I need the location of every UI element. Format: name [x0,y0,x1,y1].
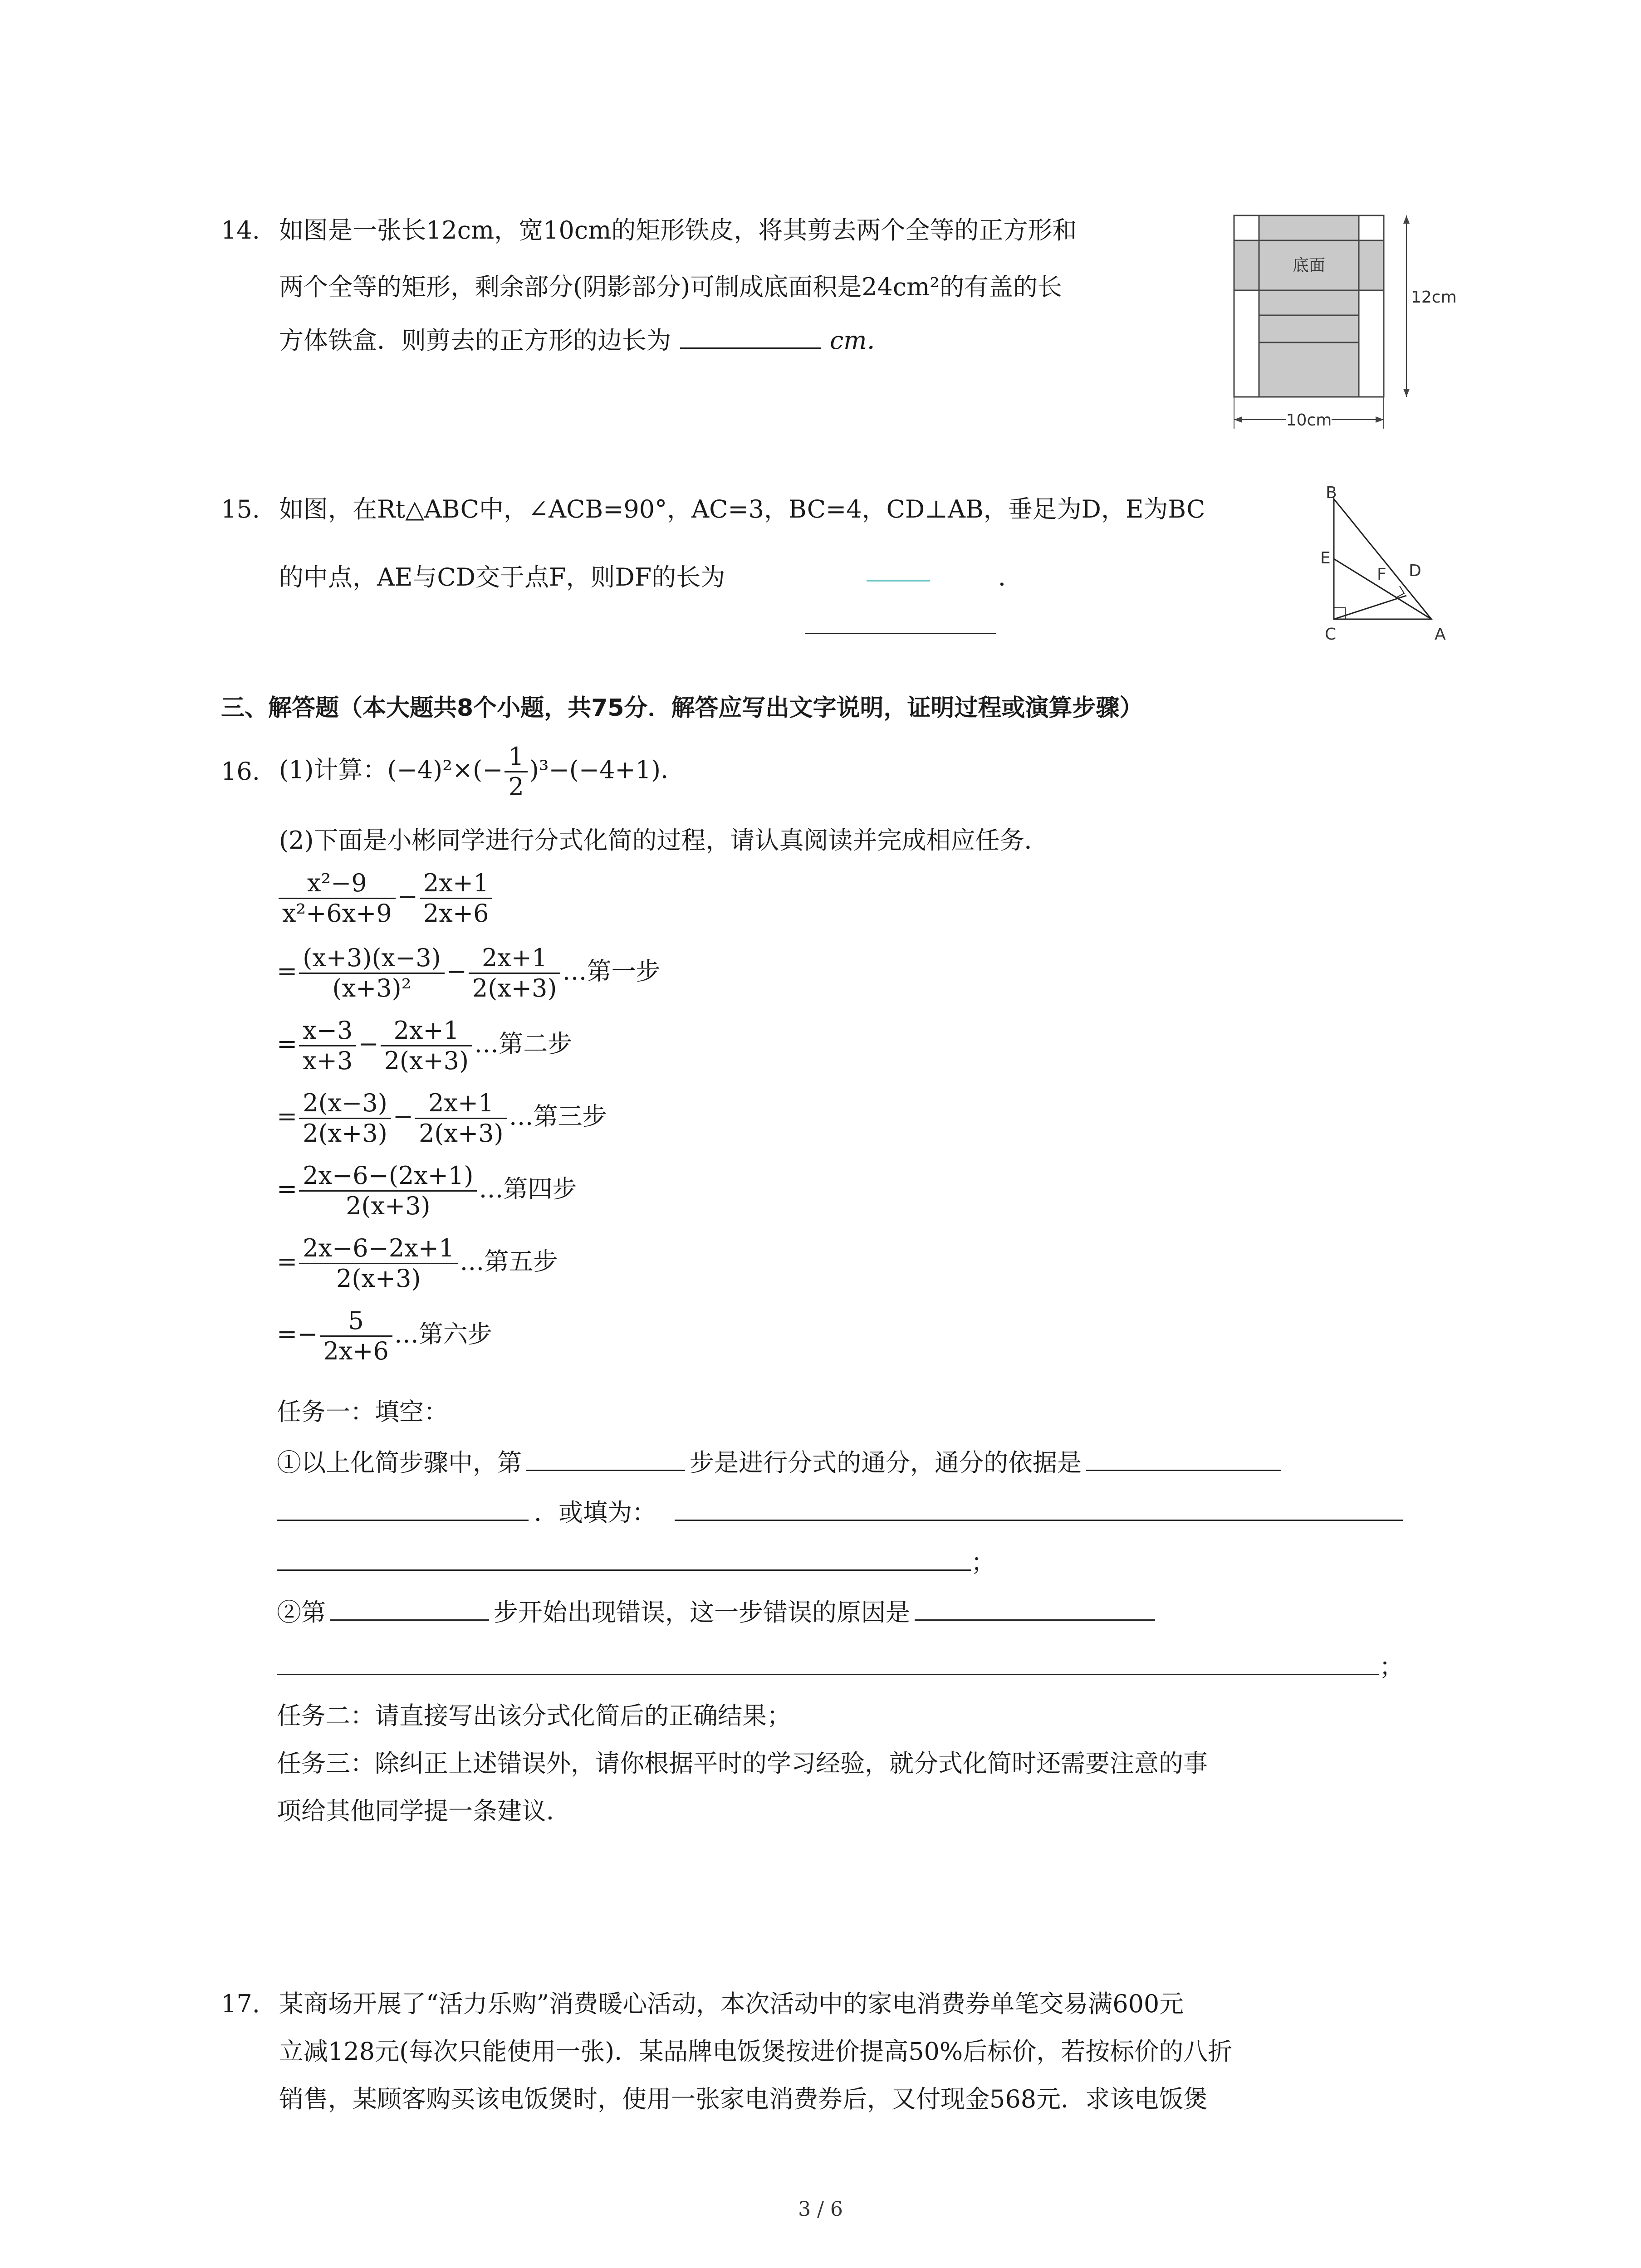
q17-line2: 立减128元(每次只能使用一张)．某品牌电饭煲按进价提高50%后标价，若按标价的八折 [279,2037,1233,2066]
step5-label: …第五步 [460,1247,558,1276]
q15-label-B: B [1326,485,1337,502]
step5-pre: = [277,1247,298,1276]
q15-answer-blank[interactable] [805,633,996,634]
t1a-text4: ； [971,1548,995,1577]
t1a-text3: ．或填为： [534,1498,656,1527]
q15-label-A: A [1435,625,1446,644]
q16-task3-line2: 项给其他同学提一条建议． [277,1797,571,1825]
q16-part1-prefix: (1)计算：(−4)²×(− [279,755,503,784]
q16-step1 [277,943,660,1003]
q14-height-label: 12cm [1411,288,1457,307]
step1-op: − [446,957,467,986]
step4-d1: 2(x+3) [346,1192,431,1220]
q16-step6 [277,1306,492,1366]
q15-period: ． [998,563,1023,591]
step3-d2: 2(x+3) [419,1119,504,1148]
step2-n1: x−3 [299,1016,356,1046]
q14-unit: cm． [830,326,892,355]
q14-base-label: 底面 [1292,256,1326,275]
q16-part1-frac-den: 2 [508,772,524,801]
step3-n2: 2x+1 [415,1089,507,1119]
step3-d1: 2(x+3) [303,1119,387,1148]
t1b-step-blank[interactable] [330,1597,489,1621]
t1a-basis-blank-cont[interactable] [277,1497,529,1521]
step0-n1: x²−9 [279,869,396,899]
q16-part1 [279,742,685,802]
q15-line1: 如图，在Rt△ABC中，∠ACB=90°，AC=3，BC=4，CD⊥AB，垂足为D，E为BC [279,495,1205,523]
q15-line2-text: 的中点，AE与CD交于点F，则DF的长为 [279,563,725,591]
t1a-alt-blank[interactable] [675,1497,1403,1521]
step6-d1: 2x+6 [323,1337,389,1365]
step0-op: − [397,882,418,911]
t1a-step-blank[interactable] [526,1447,685,1471]
q15-answer-mark [867,580,930,582]
step3-pre: = [277,1102,298,1131]
q16-part1-frac-num: 1 [505,742,527,772]
q14-line3-text: 方体铁盒．则剪去的正方形的边长为 [279,326,671,355]
q16-task1-a-line2 [277,1497,1403,1528]
q15-line2 [279,562,725,592]
t1b-reason-blank[interactable] [915,1597,1155,1621]
q16-step5 [277,1234,558,1293]
q16-task1-b-line2 [277,1651,1404,1682]
q17-number: 17. [221,1989,260,2018]
step0-n2: 2x+1 [420,869,492,899]
q16-step4 [277,1161,577,1221]
q15-label-D: D [1409,562,1421,580]
q17-line1: 某商场开展了“活力乐购”消费暖心活动，本次活动中的家电消费券单笔交易满600元 [279,1989,1184,2018]
t1a-basis-blank[interactable] [1086,1447,1281,1471]
q16-number: 16. [221,757,260,786]
step4-label: …第四步 [479,1174,577,1203]
step3-op: − [392,1102,414,1131]
step1-label: …第一步 [562,957,661,986]
t1a-text1: ①以上化简步骤中，第 [277,1448,522,1477]
step1-n1: (x+3)(x−3) [299,943,444,974]
step2-d2: 2(x+3) [384,1046,469,1075]
step6-label: …第六步 [394,1320,492,1349]
step3-n1: 2(x−3) [299,1089,391,1119]
q15-label-C: C [1325,625,1337,644]
step6-n1: 5 [320,1306,392,1337]
step5-d1: 2(x+3) [336,1264,421,1293]
t1b-reason-blank-cont[interactable] [277,1651,1379,1675]
step1-pre: = [277,957,298,986]
step5-n1: 2x−6−2x+1 [299,1234,458,1264]
q14-number: 14. [221,216,260,244]
step0-d2: 2x+6 [423,899,489,928]
q16-task1-title: 任务一：填空： [277,1398,448,1426]
q15-label-F: F [1377,565,1386,584]
q16-step0 [277,869,494,928]
q15-number: 15. [221,495,260,523]
step1-d2: 2(x+3) [472,974,557,1002]
q17-line3: 销售，某顾客购买该电饭煲时，使用一张家电消费券后，又付现金568元．求该电饭煲 [279,2085,1208,2113]
step3-label: …第三步 [509,1102,607,1131]
q16-task1-b-line1 [277,1597,1155,1628]
step2-d1: x+3 [303,1046,353,1075]
q16-task3-line1: 任务三：除纠正上述错误外，请你根据平时的学习经验，就分式化简时还需要注意的事 [277,1749,1208,1778]
t1b-text1: ②第 [277,1598,326,1627]
t1b-text3: ； [1379,1652,1404,1681]
q14-line1: 如图是一张长12cm，宽10cm的矩形铁皮，将其剪去两个全等的正方形和 [279,216,1077,244]
q16-part2-intro: (2)下面是小彬同学进行分式化简的过程，请认真阅读并完成相应任务． [279,826,1049,855]
step1-d1: (x+3)² [332,974,411,1002]
q16-task1-a-line3 [277,1547,995,1578]
step4-pre: = [277,1174,298,1203]
step2-op: − [358,1029,379,1058]
q14-figure [1225,206,1479,438]
q14-answer-blank[interactable] [680,325,821,349]
step2-n2: 2x+1 [381,1016,473,1046]
q14-width-label: 10cm [1286,411,1332,430]
q14-line2: 两个全等的矩形，剩余部分(阴影部分)可制成底面积是24cm²的有盖的长 [279,273,1062,301]
q16-task1-a-line1 [277,1447,1281,1478]
q16-step2 [277,1016,572,1075]
step0-d1: x²+6x+9 [282,899,392,928]
q14-line3 [279,325,891,356]
t1a-alt-blank-cont[interactable] [277,1547,971,1571]
q15-figure [1316,485,1461,649]
t1b-text2: 步开始出现错误，这一步错误的原因是 [494,1598,910,1627]
step2-label: …第二步 [474,1029,573,1058]
q16-task2: 任务二：请直接写出该分式化简后的正确结果； [277,1701,791,1730]
step4-n1: 2x−6−(2x+1) [299,1161,477,1192]
page-number: 3 / 6 [798,2198,843,2221]
q15-label-E: E [1320,549,1331,567]
step1-n2: 2x+1 [469,943,561,974]
q16-part1-suffix: )³−(−4+1)． [529,755,686,784]
step2-pre: = [277,1029,298,1058]
section-heading: 三、解答题（本大题共8个小题，共75分．解答应写出文字说明，证明过程或演算步骤） [221,694,1143,722]
q16-step3 [277,1089,607,1148]
step6-pre: =− [277,1320,318,1349]
t1a-text2: 步是进行分式的通分，通分的依据是 [690,1448,1082,1477]
